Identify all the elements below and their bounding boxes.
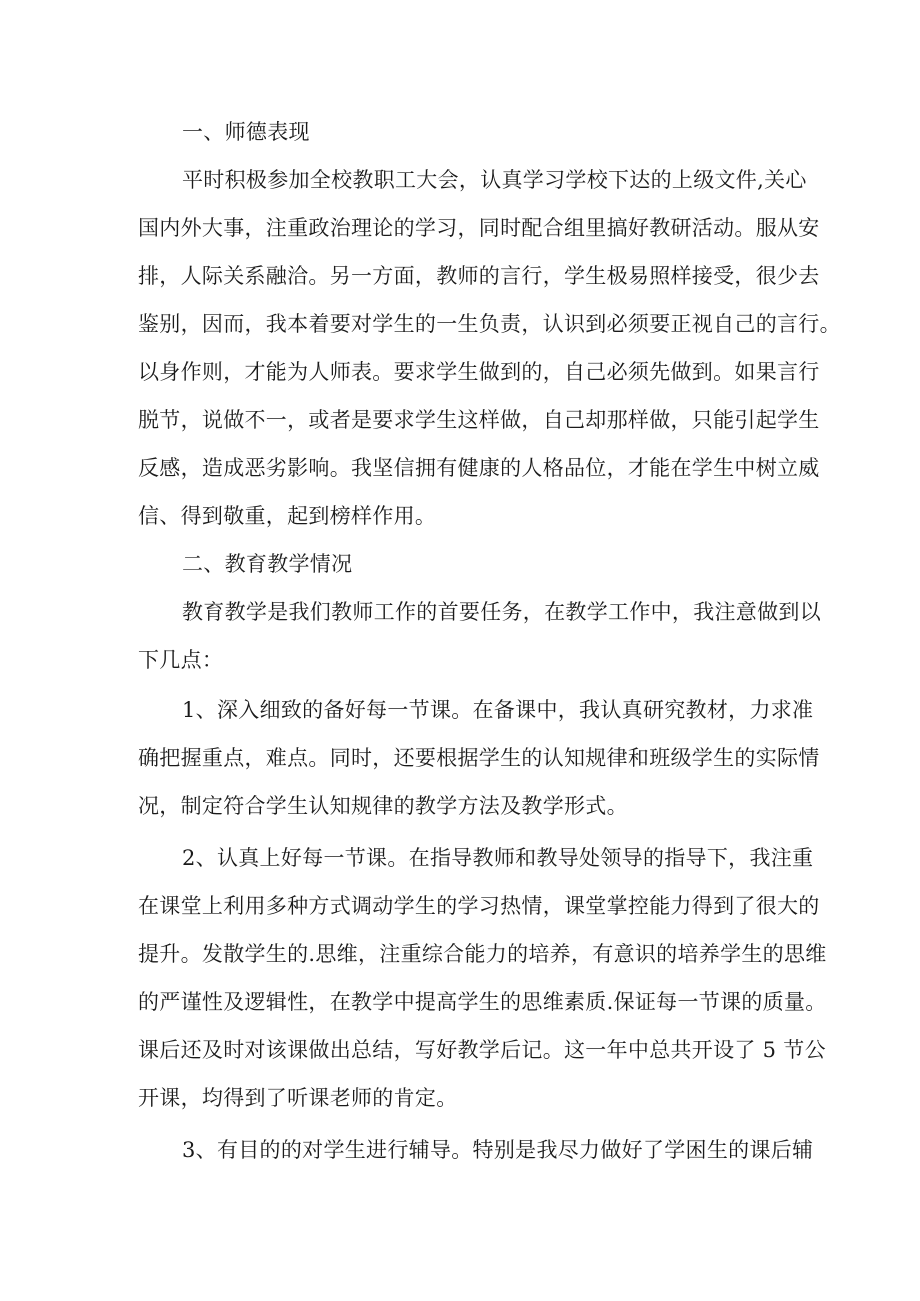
- paragraph-line: 下几点：: [138, 648, 224, 672]
- paragraph-line: 况，制定符合学生认知规律的教学方法及教学形式。: [138, 794, 628, 818]
- paragraph-line: 鉴别，因而，我本着要对学生的一生负责，认识到必须要正视自己的言行。: [138, 312, 841, 336]
- paragraph-line: 提升。发散学生的.思维，注重综合能力的培养，有意识的培养学生的思维: [138, 942, 827, 966]
- paragraph-line: 以身作则，才能为人师表。要求学生做到的，自己必须先做到。如果言行: [138, 360, 820, 384]
- paragraph-line: 国内外大事，注重政治理论的学习，同时配合组里搞好教研活动。服从安: [138, 216, 820, 240]
- paragraph-line: 排，人际关系融洽。另一方面，教师的言行，学生极易照样接受，很少去: [138, 264, 820, 288]
- paragraph-line: 信、得到敬重，起到榜样作用。: [138, 504, 437, 528]
- section-heading-2: 二、教育教学情况: [182, 552, 353, 576]
- paragraph-line: 2、认真上好每一节课。在指导教师和教导处领导的指导下，我注重: [182, 846, 814, 870]
- paragraph-line: 3、有目的的对学生进行辅导。特别是我尽力做好了学困生的课后辅: [182, 1138, 814, 1162]
- paragraph-line: 的严谨性及逻辑性，在教学中提高学生的思维素质.保证每一节课的质量。: [138, 990, 827, 1014]
- paragraph-line: 在课堂上利用多种方式调动学生的学习热情，课堂掌控能力得到了很大的: [138, 894, 820, 918]
- paragraph-line: 1、深入细致的备好每一节课。在备课中，我认真研究教材，力求准: [182, 698, 814, 722]
- paragraph-line: 教育教学是我们教师工作的首要任务，在教学工作中，我注意做到以: [182, 600, 821, 624]
- paragraph-line: 确把握重点，难点。同时，还要根据学生的认知规律和班级学生的实际情: [138, 746, 820, 770]
- paragraph-line: 反感，造成恶劣影响。我坚信拥有健康的人格品位，才能在学生中树立威: [138, 456, 820, 480]
- paragraph-line: 平时积极参加全校教职工大会，认真学习学校下达的上级文件,关心: [182, 168, 807, 192]
- paragraph-line: 脱节，说做不一，或者是要求学生这样做，自己却那样做，只能引起学生: [138, 408, 820, 432]
- section-heading-1: 一、师德表现: [182, 120, 310, 144]
- paragraph-line: 开课，均得到了听课老师的肯定。: [138, 1086, 458, 1110]
- paragraph-line: 课后还及时对该课做出总结，写好教学后记。这一年中总共开设了 5 节公: [138, 1038, 826, 1062]
